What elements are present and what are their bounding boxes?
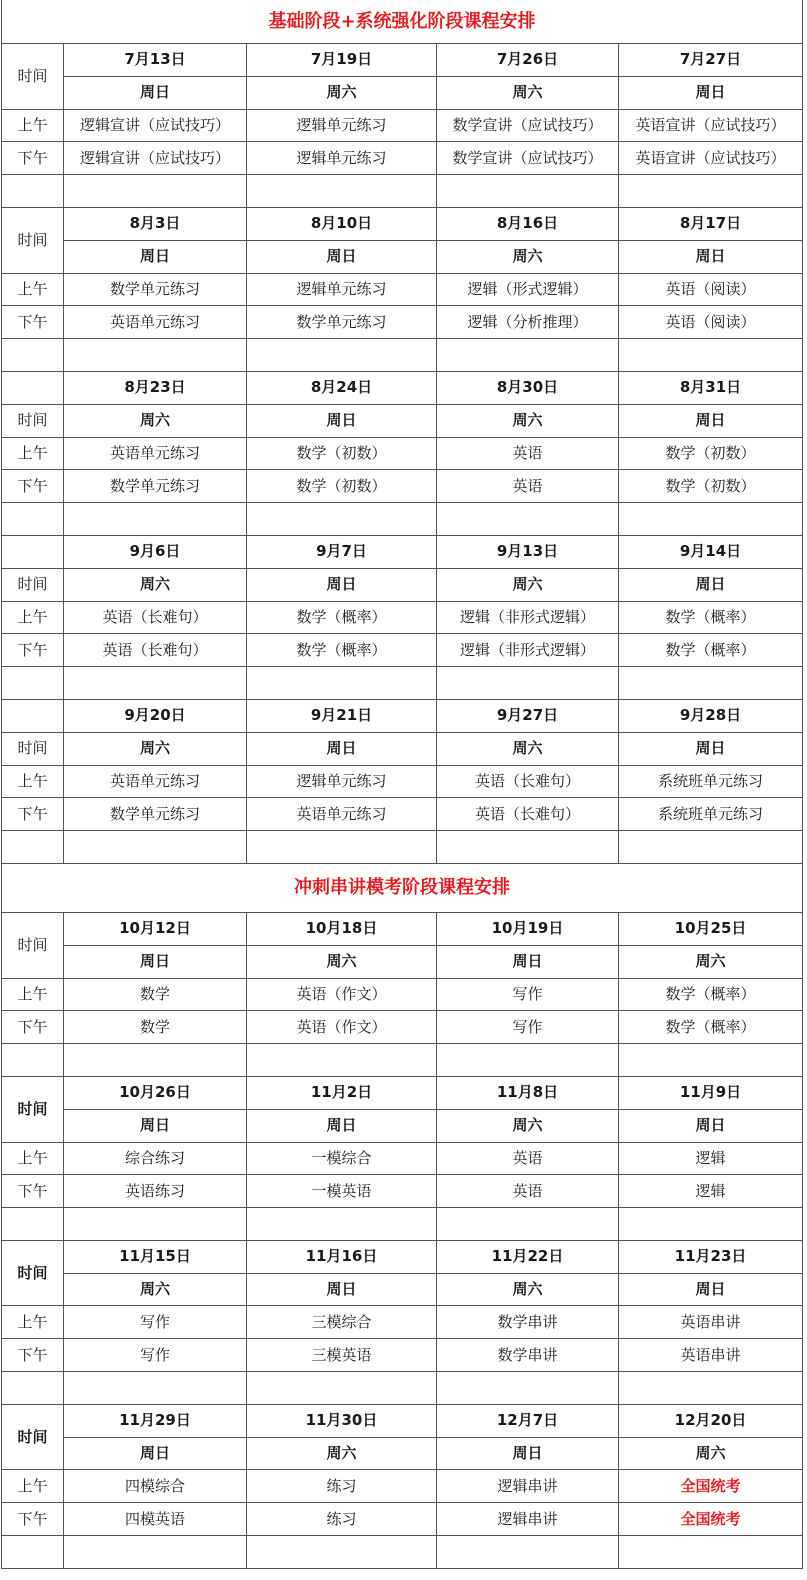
empty-cell [2, 1044, 64, 1077]
date-cell: 11月22日 [437, 1240, 619, 1273]
date-row [2, 44, 803, 77]
empty-cell [247, 667, 437, 700]
empty-cell [437, 1536, 619, 1569]
empty-cell [619, 1044, 803, 1077]
morning-row [2, 1306, 803, 1339]
course-cell: 系统班单元练习 [619, 765, 803, 798]
empty-cell [2, 1372, 64, 1405]
schedule-table [1, 0, 803, 1569]
course-cell: 逻辑串讲 [437, 1470, 619, 1503]
date-row [2, 1404, 803, 1437]
afternoon-label: 下午 [2, 1339, 64, 1372]
weekday-row [2, 1273, 803, 1306]
weekday-row [2, 76, 803, 109]
spacer-row [2, 339, 803, 372]
course-cell: 数学（概率） [247, 601, 437, 634]
weekday-cell: 周日 [64, 240, 247, 273]
morning-label: 上午 [2, 273, 64, 306]
course-cell: 英语串讲 [619, 1306, 803, 1339]
weekday-cell: 周日 [64, 1109, 247, 1142]
empty-cell [64, 339, 247, 372]
course-cell: 英语（长难句） [64, 601, 247, 634]
course-cell: 数学（概率） [619, 601, 803, 634]
course-cell: 全国统考 [619, 1503, 803, 1536]
course-cell: 逻辑单元练习 [247, 142, 437, 175]
time-label: 时间 [2, 1076, 64, 1142]
morning-label: 上午 [2, 978, 64, 1011]
weekday-cell: 周六 [64, 568, 247, 601]
date-cell: 10月12日 [64, 912, 247, 945]
morning-row [2, 601, 803, 634]
time-label: 时间 [2, 207, 64, 273]
afternoon-row [2, 634, 803, 667]
course-cell: 逻辑单元练习 [247, 765, 437, 798]
afternoon-label: 下午 [2, 634, 64, 667]
course-cell: 数学 [64, 978, 247, 1011]
empty-cell [64, 503, 247, 536]
empty-cell [619, 503, 803, 536]
empty-cell [64, 175, 247, 208]
weekday-row [2, 732, 803, 765]
empty-cell [437, 339, 619, 372]
empty-cell [619, 831, 803, 864]
weekday-cell: 周六 [437, 76, 619, 109]
date-cell: 7月26日 [437, 44, 619, 77]
weekday-cell: 周六 [437, 240, 619, 273]
spacer-row [2, 1208, 803, 1241]
date-cell: 11月8日 [437, 1076, 619, 1109]
morning-row [2, 437, 803, 470]
empty-cell [247, 1044, 437, 1077]
weekday-row [2, 945, 803, 978]
date-cell: 8月17日 [619, 207, 803, 240]
date-cell: 9月21日 [247, 699, 437, 732]
course-cell: 三模综合 [247, 1306, 437, 1339]
course-cell: 全国统考 [619, 1470, 803, 1503]
empty-cell [619, 667, 803, 700]
weekday-cell: 周六 [247, 1437, 437, 1470]
time-label: 时间 [2, 1240, 64, 1306]
empty-cell [437, 667, 619, 700]
course-cell: 数学（初数） [619, 437, 803, 470]
date-cell: 8月31日 [619, 371, 803, 404]
morning-label: 上午 [2, 765, 64, 798]
course-cell: 英语（长难句） [437, 765, 619, 798]
course-cell: 数学（概率） [619, 634, 803, 667]
empty-cell [2, 371, 64, 404]
course-cell: 英语（阅读） [619, 306, 803, 339]
empty-cell [247, 1208, 437, 1241]
date-cell: 9月27日 [437, 699, 619, 732]
date-cell: 9月20日 [64, 699, 247, 732]
weekday-cell: 周六 [64, 404, 247, 437]
course-cell: 英语 [437, 470, 619, 503]
date-cell: 8月3日 [64, 207, 247, 240]
empty-cell [619, 339, 803, 372]
date-cell: 7月27日 [619, 44, 803, 77]
course-cell: 练习 [247, 1470, 437, 1503]
afternoon-row [2, 470, 803, 503]
course-cell: 逻辑宣讲（应试技巧） [64, 142, 247, 175]
morning-label: 上午 [2, 1470, 64, 1503]
date-cell: 11月23日 [619, 1240, 803, 1273]
weekday-cell: 周日 [64, 945, 247, 978]
date-cell: 12月7日 [437, 1404, 619, 1437]
date-cell: 8月16日 [437, 207, 619, 240]
course-cell: 英语单元练习 [247, 798, 437, 831]
date-cell: 8月24日 [247, 371, 437, 404]
empty-cell [2, 175, 64, 208]
empty-cell [64, 1044, 247, 1077]
course-cell: 英语 [437, 437, 619, 470]
weekday-cell: 周日 [619, 568, 803, 601]
afternoon-label: 下午 [2, 798, 64, 831]
weekday-cell: 周日 [619, 1109, 803, 1142]
weekday-cell: 周六 [247, 76, 437, 109]
afternoon-label: 下午 [2, 470, 64, 503]
course-cell: 练习 [247, 1503, 437, 1536]
time-label: 时间 [2, 1404, 64, 1470]
weekday-cell: 周日 [437, 1437, 619, 1470]
course-cell: 英语单元练习 [64, 306, 247, 339]
course-cell: 数学（概率） [619, 978, 803, 1011]
empty-cell [247, 503, 437, 536]
afternoon-row [2, 306, 803, 339]
course-cell: 写作 [64, 1306, 247, 1339]
course-cell: 数学（初数） [247, 437, 437, 470]
afternoon-row [2, 798, 803, 831]
course-cell: 英语 [437, 1175, 619, 1208]
afternoon-row [2, 1011, 803, 1044]
course-cell: 逻辑 [619, 1142, 803, 1175]
weekday-cell: 周日 [619, 76, 803, 109]
empty-cell [2, 831, 64, 864]
morning-label: 上午 [2, 601, 64, 634]
afternoon-label: 下午 [2, 1503, 64, 1536]
weekday-cell: 周日 [437, 945, 619, 978]
empty-cell [64, 667, 247, 700]
empty-cell [2, 1208, 64, 1241]
afternoon-label: 下午 [2, 306, 64, 339]
course-cell: 一模英语 [247, 1175, 437, 1208]
section-title-sprint [2, 863, 803, 912]
afternoon-row [2, 142, 803, 175]
empty-cell [437, 503, 619, 536]
morning-row [2, 1470, 803, 1503]
course-cell: 数学（概率） [247, 634, 437, 667]
weekday-row [2, 568, 803, 601]
course-cell: 系统班单元练习 [619, 798, 803, 831]
course-cell: 英语宣讲（应试技巧） [619, 109, 803, 142]
course-cell: 英语（作文） [247, 978, 437, 1011]
empty-cell [247, 1372, 437, 1405]
course-cell: 英语（长难句） [437, 798, 619, 831]
course-cell: 综合练习 [64, 1142, 247, 1175]
course-cell: 数学单元练习 [247, 306, 437, 339]
course-cell: 数学单元练习 [64, 798, 247, 831]
weekday-cell: 周日 [247, 568, 437, 601]
empty-cell [2, 339, 64, 372]
empty-cell [64, 831, 247, 864]
spacer-row [2, 667, 803, 700]
course-cell: 数学（初数） [619, 470, 803, 503]
course-cell: 数学（初数） [247, 470, 437, 503]
spacer-row [2, 175, 803, 208]
date-row [2, 207, 803, 240]
weekday-cell: 周六 [437, 1273, 619, 1306]
course-cell: 英语（阅读） [619, 273, 803, 306]
weekday-cell: 周六 [437, 568, 619, 601]
weekday-cell: 周日 [619, 732, 803, 765]
date-cell: 11月15日 [64, 1240, 247, 1273]
date-cell: 9月6日 [64, 535, 247, 568]
course-cell: 逻辑（非形式逻辑） [437, 601, 619, 634]
weekday-cell: 周日 [247, 240, 437, 273]
afternoon-row [2, 1503, 803, 1536]
empty-cell [619, 175, 803, 208]
course-cell: 数学单元练习 [64, 470, 247, 503]
date-row [2, 1240, 803, 1273]
course-cell: 逻辑串讲 [437, 1503, 619, 1536]
morning-label: 上午 [2, 109, 64, 142]
morning-row [2, 109, 803, 142]
course-cell: 数学串讲 [437, 1306, 619, 1339]
morning-label: 上午 [2, 1306, 64, 1339]
weekday-cell: 周日 [247, 732, 437, 765]
course-cell: 写作 [437, 978, 619, 1011]
date-cell: 11月29日 [64, 1404, 247, 1437]
morning-row [2, 273, 803, 306]
date-cell: 9月7日 [247, 535, 437, 568]
date-row [2, 912, 803, 945]
weekday-row [2, 404, 803, 437]
empty-cell [64, 1208, 247, 1241]
empty-cell [247, 831, 437, 864]
date-cell: 11月30日 [247, 1404, 437, 1437]
empty-cell [247, 175, 437, 208]
weekday-cell: 周六 [64, 732, 247, 765]
course-cell: 逻辑（形式逻辑） [437, 273, 619, 306]
course-cell: 数学宣讲（应试技巧） [437, 109, 619, 142]
weekday-cell: 周六 [619, 1437, 803, 1470]
date-cell: 8月30日 [437, 371, 619, 404]
course-cell: 英语串讲 [619, 1339, 803, 1372]
weekday-row [2, 1109, 803, 1142]
weekday-cell: 周六 [437, 732, 619, 765]
course-cell: 数学单元练习 [64, 273, 247, 306]
course-cell: 一模综合 [247, 1142, 437, 1175]
date-cell: 9月14日 [619, 535, 803, 568]
empty-cell [437, 1208, 619, 1241]
empty-cell [619, 1372, 803, 1405]
date-row [2, 371, 803, 404]
weekday-cell: 周日 [64, 76, 247, 109]
date-row [2, 535, 803, 568]
section-title-sprint-cell: 冲刺串讲模考阶段课程安排 [2, 863, 803, 912]
empty-cell [247, 339, 437, 372]
empty-cell [2, 503, 64, 536]
date-cell: 11月16日 [247, 1240, 437, 1273]
empty-cell [2, 535, 64, 568]
date-cell: 8月10日 [247, 207, 437, 240]
afternoon-row [2, 1339, 803, 1372]
spacer-row [2, 831, 803, 864]
morning-row [2, 978, 803, 1011]
course-cell: 英语（作文） [247, 1011, 437, 1044]
course-cell: 四模综合 [64, 1470, 247, 1503]
weekday-cell: 周日 [619, 404, 803, 437]
empty-cell [2, 699, 64, 732]
weekday-cell: 周日 [64, 1437, 247, 1470]
weekday-cell: 周日 [247, 1273, 437, 1306]
course-cell: 数学（概率） [619, 1011, 803, 1044]
empty-cell [437, 831, 619, 864]
afternoon-label: 下午 [2, 1011, 64, 1044]
morning-row [2, 1142, 803, 1175]
course-cell: 写作 [437, 1011, 619, 1044]
afternoon-label: 下午 [2, 142, 64, 175]
course-cell: 四模英语 [64, 1503, 247, 1536]
time-label: 时间 [2, 732, 64, 765]
empty-cell [619, 1536, 803, 1569]
time-label: 时间 [2, 568, 64, 601]
afternoon-label: 下午 [2, 1175, 64, 1208]
course-cell: 数学 [64, 1011, 247, 1044]
morning-label: 上午 [2, 1142, 64, 1175]
weekday-cell: 周日 [619, 1273, 803, 1306]
date-row [2, 699, 803, 732]
weekday-cell: 周日 [247, 1109, 437, 1142]
course-cell: 英语 [437, 1142, 619, 1175]
spacer-row [2, 1044, 803, 1077]
date-cell: 10月18日 [247, 912, 437, 945]
course-cell: 数学宣讲（应试技巧） [437, 142, 619, 175]
empty-cell [619, 1208, 803, 1241]
empty-cell [247, 1536, 437, 1569]
date-cell: 10月25日 [619, 912, 803, 945]
course-cell: 英语练习 [64, 1175, 247, 1208]
date-cell: 11月2日 [247, 1076, 437, 1109]
empty-cell [2, 667, 64, 700]
weekday-cell: 周六 [437, 1109, 619, 1142]
weekday-cell: 周日 [619, 240, 803, 273]
section-title-basic [2, 0, 803, 44]
course-cell: 英语宣讲（应试技巧） [619, 142, 803, 175]
weekday-cell: 周六 [64, 1273, 247, 1306]
course-cell: 逻辑单元练习 [247, 273, 437, 306]
empty-cell [437, 1044, 619, 1077]
spacer-row [2, 503, 803, 536]
weekday-cell: 周日 [247, 404, 437, 437]
course-cell: 英语单元练习 [64, 765, 247, 798]
weekday-cell: 周六 [437, 404, 619, 437]
date-cell: 9月13日 [437, 535, 619, 568]
empty-cell [64, 1372, 247, 1405]
date-cell: 7月19日 [247, 44, 437, 77]
course-cell: 逻辑（非形式逻辑） [437, 634, 619, 667]
morning-label: 上午 [2, 437, 64, 470]
course-cell: 逻辑 [619, 1175, 803, 1208]
course-cell: 英语单元练习 [64, 437, 247, 470]
date-cell: 12月20日 [619, 1404, 803, 1437]
course-cell: 逻辑单元练习 [247, 109, 437, 142]
empty-cell [437, 1372, 619, 1405]
weekday-row [2, 1437, 803, 1470]
course-cell: 逻辑（分析推理） [437, 306, 619, 339]
date-cell: 8月23日 [64, 371, 247, 404]
date-cell: 10月19日 [437, 912, 619, 945]
afternoon-row [2, 1175, 803, 1208]
time-label: 时间 [2, 44, 64, 110]
spacer-row [2, 1372, 803, 1405]
time-label: 时间 [2, 912, 64, 978]
course-cell: 英语（长难句） [64, 634, 247, 667]
morning-row [2, 765, 803, 798]
weekday-cell: 周六 [247, 945, 437, 978]
empty-cell [437, 175, 619, 208]
spacer-row [2, 1536, 803, 1569]
date-cell: 9月28日 [619, 699, 803, 732]
course-cell: 数学串讲 [437, 1339, 619, 1372]
empty-cell [64, 1536, 247, 1569]
time-label: 时间 [2, 404, 64, 437]
date-cell: 11月9日 [619, 1076, 803, 1109]
section-title-basic-cell: 基础阶段+系统强化阶段课程安排 [2, 0, 803, 44]
course-cell: 三模英语 [247, 1339, 437, 1372]
course-cell: 写作 [64, 1339, 247, 1372]
date-cell: 10月26日 [64, 1076, 247, 1109]
weekday-cell: 周六 [619, 945, 803, 978]
empty-cell [2, 1536, 64, 1569]
date-cell: 7月13日 [64, 44, 247, 77]
weekday-row [2, 240, 803, 273]
date-row [2, 1076, 803, 1109]
course-cell: 逻辑宣讲（应试技巧） [64, 109, 247, 142]
